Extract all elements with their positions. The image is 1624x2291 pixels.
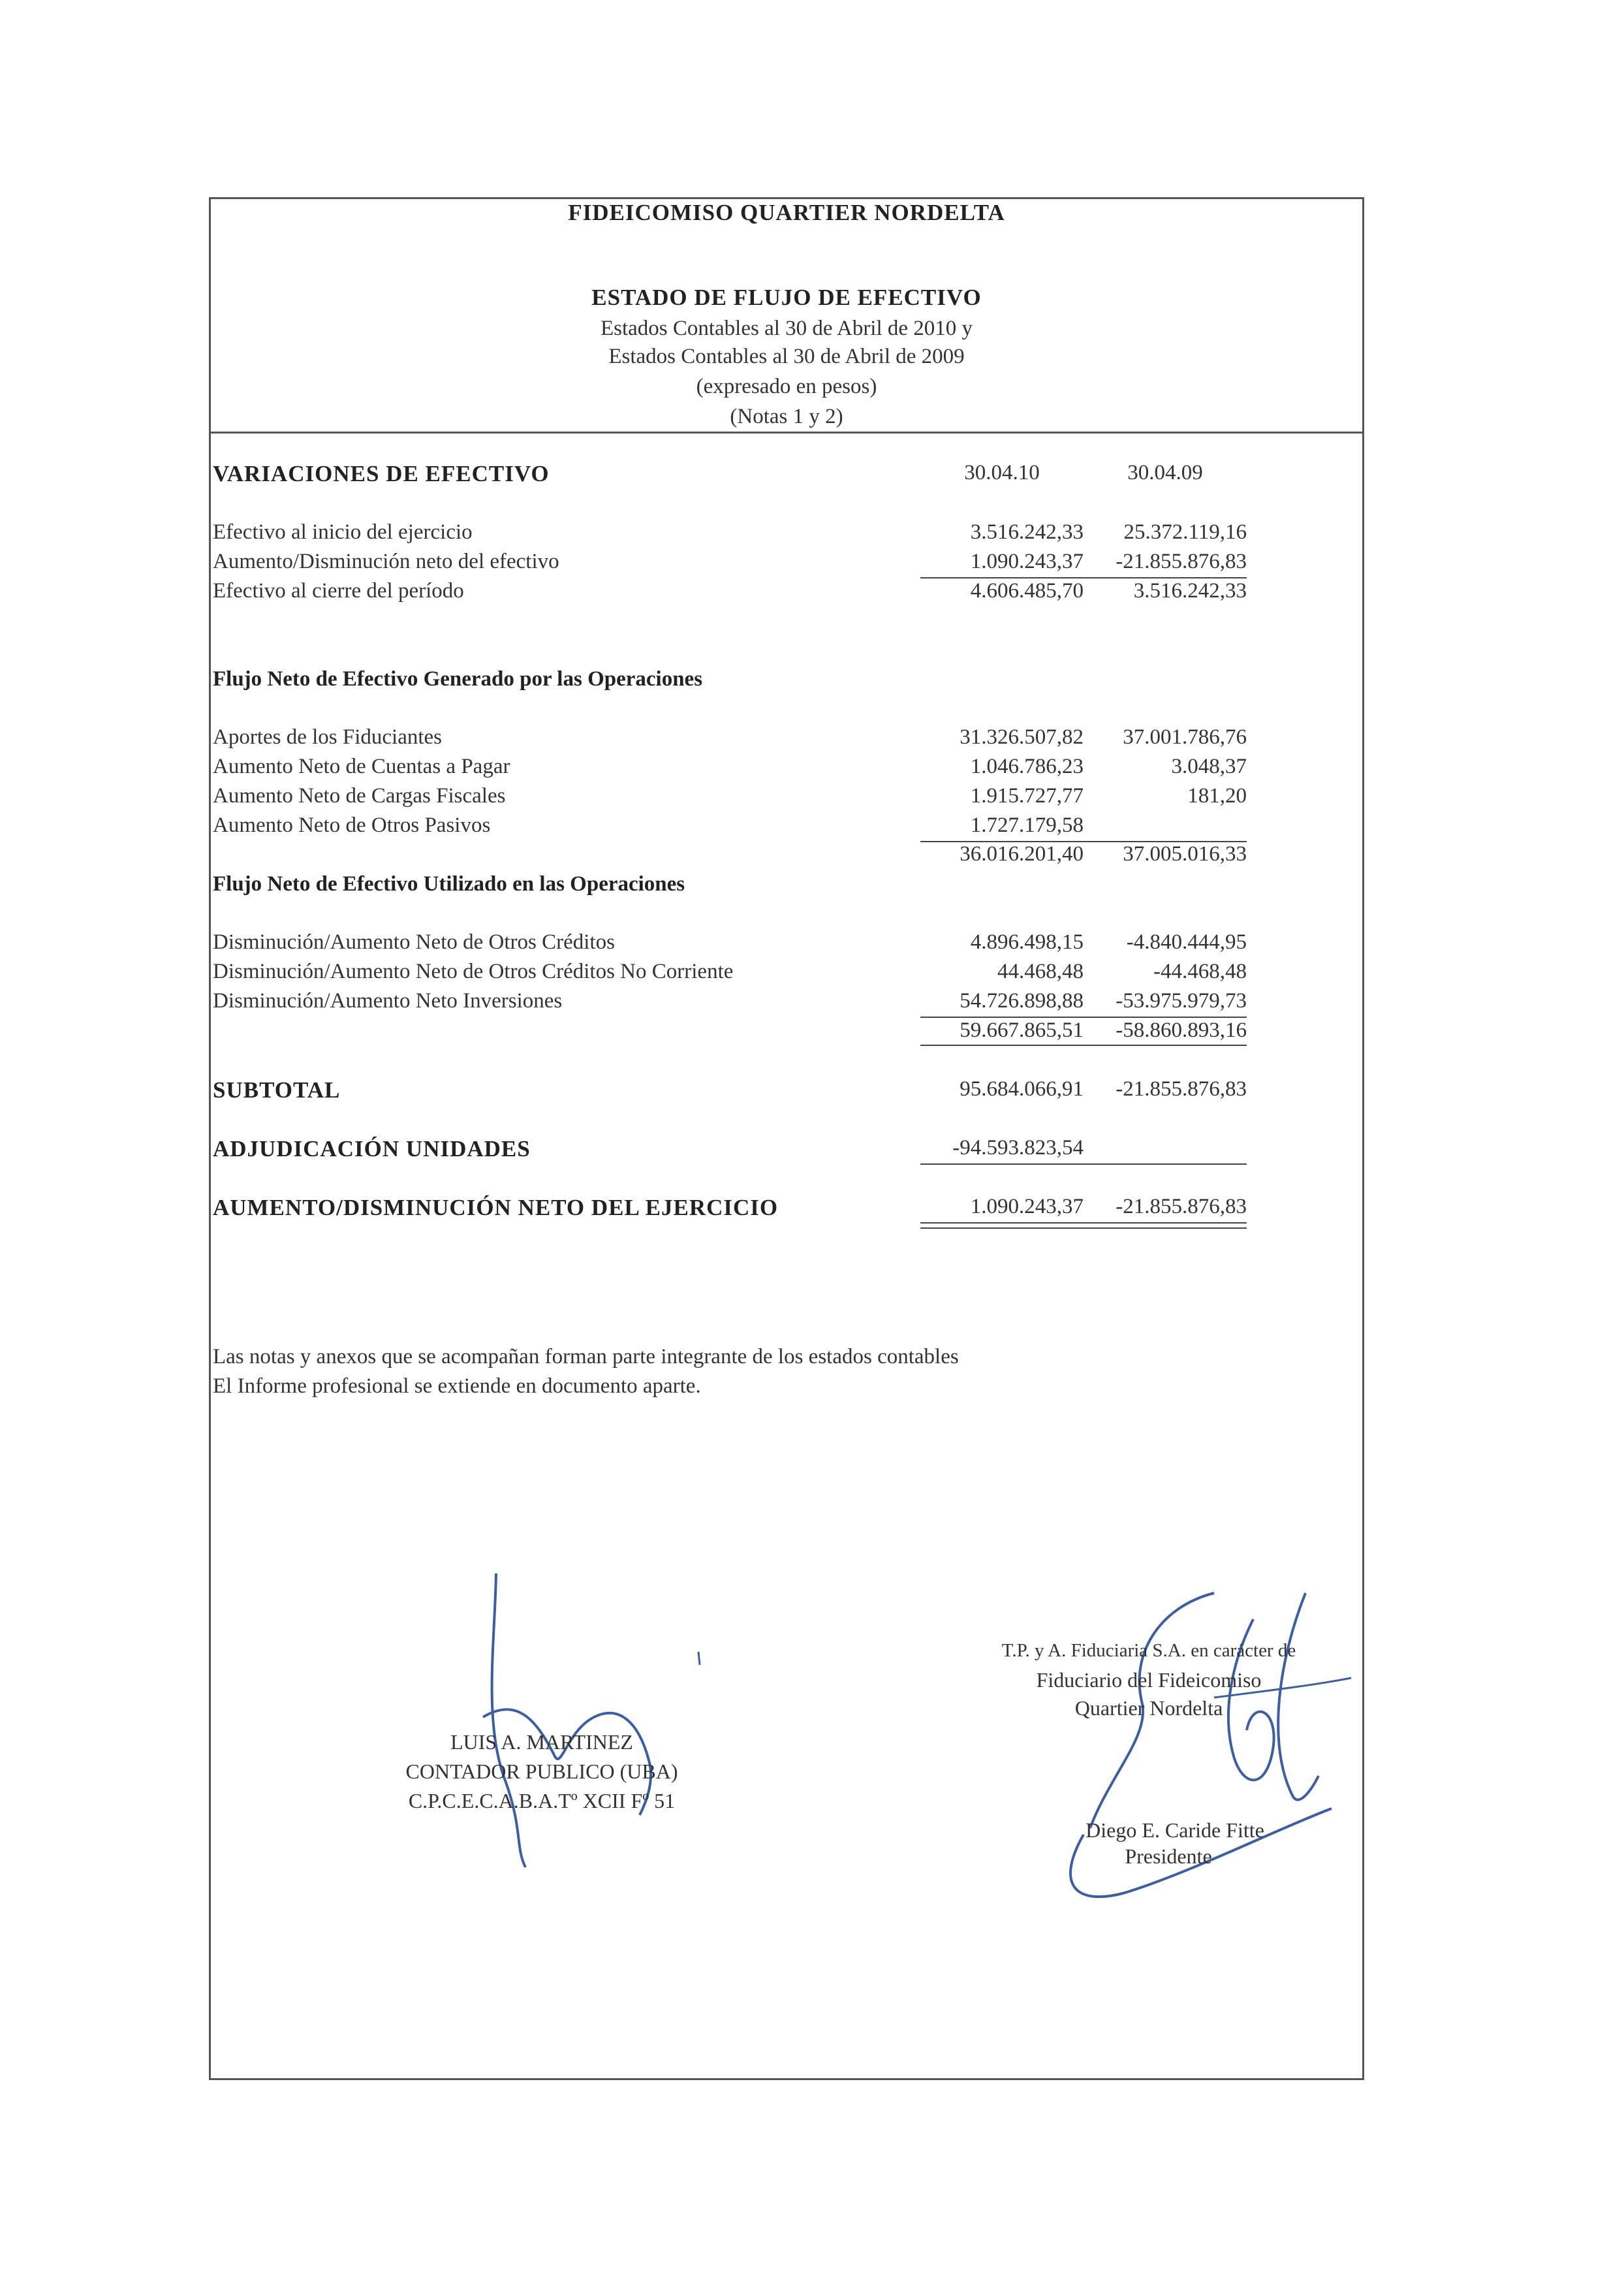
aumento-neto-2010: 1.090.243,37 [970, 1195, 1084, 1218]
president-title: Presidente [1125, 1844, 1212, 1868]
value-2010: 4.896.498,15 [970, 930, 1084, 954]
row-label: Aumento/Disminución neto del efectivo [213, 550, 559, 573]
notes-line-2: El Informe profesional se extiende en documento aparte. [213, 1374, 701, 1398]
total-rule [920, 1045, 1247, 1046]
section-heading-utilizado: Flujo Neto de Efectivo Utilizado en las Operaciones [213, 872, 685, 896]
subtitle-currency: (expresado en pesos) [696, 375, 877, 398]
value-2010: 4.606.485,70 [970, 579, 1084, 603]
value-2009: -53.975.979,73 [1116, 989, 1247, 1013]
adjudicacion-label: ADJUDICACIÓN UNIDADES [213, 1136, 531, 1161]
header-divider [209, 432, 1364, 434]
value-2010: 1.915.727,77 [970, 784, 1084, 808]
total-2010: 59.667.865,51 [960, 1019, 1084, 1042]
subtotal-2009: -21.855.876,83 [1116, 1077, 1247, 1101]
total-2009: 37.005.016,33 [1123, 842, 1247, 866]
accountant-registry: C.P.C.E.C.A.B.A.Tº XCII Fº 51 [408, 1789, 676, 1812]
fiduciary-line-1: T.P. y A. Fiduciaria S.A. en carácter de [1001, 1640, 1296, 1661]
value-2010: 54.726.898,88 [960, 989, 1084, 1013]
accountant-signature [444, 1567, 744, 1880]
column-header-2009: 30.04.09 [1127, 461, 1203, 484]
value-2009: 37.001.786,76 [1123, 725, 1247, 749]
aumento-neto-2009: -21.855.876,83 [1116, 1195, 1247, 1218]
notes-line-1: Las notas y anexos que se acompañan forman parte integrante de los estados contables [213, 1345, 959, 1368]
row-label: Aumento Neto de Otros Pasivos [213, 814, 491, 837]
row-label: Aumento Neto de Cuentas a Pagar [213, 755, 510, 778]
accountant-name: LUIS A. MARTINEZ [450, 1730, 633, 1754]
value-2010: 31.326.507,82 [960, 725, 1084, 749]
subtotal-rule [920, 1017, 1247, 1018]
subtotal-rule [920, 577, 1247, 578]
statement-title: ESTADO DE FLUJO DE EFECTIVO [591, 285, 982, 310]
total-2009: -58.860.893,16 [1116, 1019, 1247, 1042]
value-2009: 3.516.242,33 [1133, 579, 1247, 603]
subtitle-notes: (Notas 1 y 2) [730, 405, 843, 428]
adjudicacion-2010: -94.593.823,54 [952, 1136, 1084, 1160]
value-2009: -44.468,48 [1153, 960, 1247, 983]
row-label: Aportes de los Fiduciantes [213, 725, 443, 749]
value-2009: -4.840.444,95 [1126, 930, 1247, 954]
accountant-title: CONTADOR PUBLICO (UBA) [405, 1760, 678, 1783]
fiduciary-line-2: Fiduciario del Fideicomiso [1036, 1668, 1262, 1692]
value-2010: 1.090.243,37 [970, 550, 1084, 573]
aumento-neto-label: AUMENTO/DISMINUCIÓN NETO DEL EJERCICIO [213, 1195, 779, 1220]
subtotal-2010: 95.684.066,91 [960, 1077, 1084, 1101]
value-2010: 1.727.179,58 [970, 814, 1084, 837]
subtotal-label: SUBTOTAL [213, 1077, 341, 1103]
value-2009: 3.048,37 [1171, 755, 1247, 778]
value-2010: 44.468,48 [997, 960, 1084, 983]
value-2009: 25.372.119,16 [1123, 520, 1247, 544]
row-label: Disminución/Aumento Neto de Otros Créditos [213, 930, 615, 954]
value-2010: 3.516.242,33 [970, 520, 1084, 544]
fiduciary-line-3: Quartier Nordelta [1074, 1696, 1223, 1720]
row-label: Efectivo al cierre del período [213, 579, 464, 603]
double-rule-top [920, 1222, 1247, 1224]
value-2009: -21.855.876,83 [1116, 550, 1247, 573]
column-header-2010: 30.04.10 [964, 461, 1040, 484]
subtitle-period-2009: Estados Contables al 30 de Abril de 2009 [608, 345, 965, 368]
row-label: Disminución/Aumento Neto de Otros Créditos No Corriente [213, 960, 734, 983]
subtitle-period-2010: Estados Contables al 30 de Abril de 2010 y [600, 317, 973, 340]
double-rule-bottom [920, 1227, 1247, 1229]
section-heading-variaciones: VARIACIONES DE EFECTIVO [213, 461, 550, 486]
row-label: Aumento Neto de Cargas Fiscales [213, 784, 506, 808]
value-2010: 1.046.786,23 [970, 755, 1084, 778]
row-label: Disminución/Aumento Neto Inversiones [213, 989, 563, 1013]
president-name: Diego E. Caride Fitte [1085, 1818, 1264, 1842]
total-2010: 36.016.201,40 [960, 842, 1084, 866]
adjudicacion-rule [920, 1163, 1247, 1165]
section-heading-generado: Flujo Neto de Efectivo Generado por las Operaciones [213, 667, 703, 691]
row-label: Efectivo al inicio del ejercicio [213, 520, 473, 544]
value-2009: 181,20 [1187, 784, 1247, 808]
president-signature [1018, 1580, 1384, 1920]
organization-name: FIDEICOMISO QUARTIER NORDELTA [568, 200, 1005, 225]
